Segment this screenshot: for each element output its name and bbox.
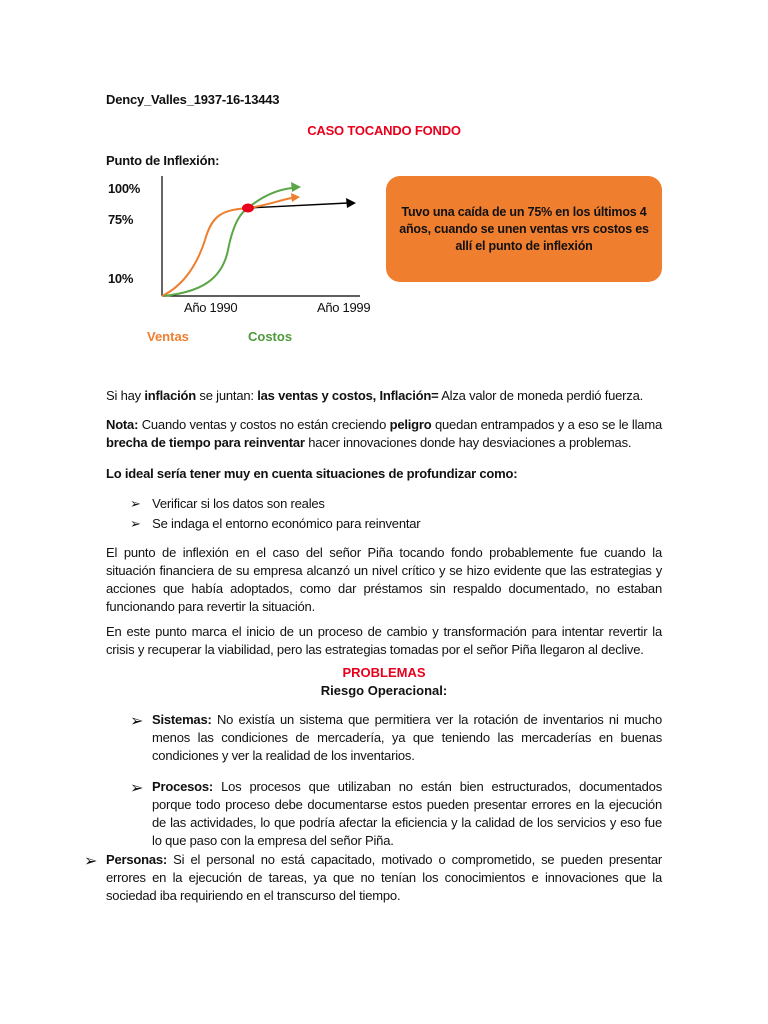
legend-ventas: Ventas: [147, 329, 189, 344]
p1-text-d: las ventas y costos, Inflación=: [257, 388, 439, 403]
p2-text-b: Cuando ventas y costos no están creciendo: [138, 417, 390, 432]
legend-costos: Costos: [248, 329, 293, 344]
arrow-bullet-icon: ➢: [130, 496, 141, 511]
list-item: [130, 515, 420, 533]
inflection-point: [242, 204, 254, 213]
y-label-75: 75%: [108, 212, 134, 227]
item-label: Sistemas:: [152, 712, 212, 727]
paragraph-cambio: En este punto marca el inicio de un proceso de cambio y transformación para intentar revertir la crisis y recuperar la viabilidad, pero las estrategias tomadas por el señor Piña llegaron al declive.: [106, 624, 662, 657]
arrow-bullet-icon: ➢: [130, 516, 141, 531]
p2-text-a: Nota:: [106, 417, 139, 432]
y-label-10: 10%: [108, 271, 134, 286]
page-title: CASO TOCANDO FONDO: [307, 123, 461, 138]
item-procesos: [152, 778, 662, 850]
arrow-bullet-icon: ➢: [84, 853, 98, 870]
arrow-bullet-icon: ➢: [130, 780, 144, 797]
arrow-bullet-icon: ➢: [130, 713, 144, 730]
series-line-ventas: [162, 198, 292, 296]
list-item-text: Verificar si los datos son reales: [152, 496, 325, 511]
ideal-heading: Lo ideal sería tener muy en cuenta situaciones de profundizar como:: [106, 466, 518, 481]
p2-text-f: hacer innovaciones donde hay desviaciones a problemas.: [304, 435, 632, 450]
y-label-100: 100%: [108, 181, 141, 196]
item-sistemas: [152, 711, 662, 765]
item-text: Si el personal no está capacitado, motivado o comprometido, se pueden presentar errores en la ejecución de tareas, ya que no tenían los conocimientos e innovaciones que la sociedad iba requiriendo en el transcurso del tiempo.: [106, 852, 662, 903]
riesgo-heading: Riesgo Operacional:: [320, 683, 448, 698]
p1-text-c: se juntan:: [196, 388, 258, 403]
list-item-text: Se indaga el entorno económico para reinventar: [152, 516, 421, 531]
costos-arrow-head: [291, 182, 301, 192]
p1-text-a: Si hay: [106, 388, 145, 403]
x-label-1999: Año 1999: [317, 300, 371, 315]
paragraph-inflacion: [106, 387, 662, 405]
p1-text-e: Alza valor de moneda perdió fuerza.: [438, 388, 644, 403]
item-personas: [106, 851, 662, 905]
ventas-arrow-head: [291, 193, 300, 202]
item-label: Personas:: [106, 852, 168, 867]
p1-text-b: inflación: [144, 388, 196, 403]
callout-text: Tuvo una caída de un 75% en los últimos 4 años, cuando se unen ventas vrs costos es allí el punto de inflexión: [399, 204, 649, 253]
p2-text-e: brecha de tiempo para reinventar: [106, 435, 305, 450]
p2-text-c: peligro: [389, 417, 432, 432]
p2-text-d: quedan entrampados y a eso se le llama: [431, 417, 662, 432]
list-item: [130, 495, 325, 513]
problemas-heading: PROBLEMAS: [342, 665, 426, 680]
item-text: No existía un sistema que permitiera ver la rotación de inventarios ni mucho menos las condiciones de mercadería, ya que teniendo las mercaderías en buenas condiciones y ver la realidad de los inventarios.: [152, 712, 662, 763]
trend-arrow-head: [346, 198, 356, 208]
paragraph-punto-inflexion: El punto de inflexión en el caso del señor Piña tocando fondo probablemente fue cuando la situación financiera de su empresa alcanzó un nivel crítico y se hizo evidente que las estrategias y acciones que había adoptados, como dar préstamos sin respaldo documentado, no estaban funcionando para revertir la situación.: [106, 545, 662, 614]
item-text: Los procesos que utilizaban no están bien estructurados, documentados porque todo proceso debe documentarse estos pueden presentar errores en la ejecución de las actividades, lo que podría afectar la eficiencia y la calidad de los servicios y eso fue lo que paso con la empresa del señor Piña.: [152, 779, 662, 848]
paragraph-nota: [106, 416, 662, 452]
item-label: Procesos:: [152, 779, 214, 794]
x-label-1990: Año 1990: [184, 300, 238, 315]
document-id-line: Dency_Valles_1937-16-13443: [106, 92, 280, 107]
inflection-chart: [150, 170, 370, 305]
callout-box: [386, 176, 662, 282]
section-subtitle: Punto de Inflexión:: [106, 153, 220, 168]
